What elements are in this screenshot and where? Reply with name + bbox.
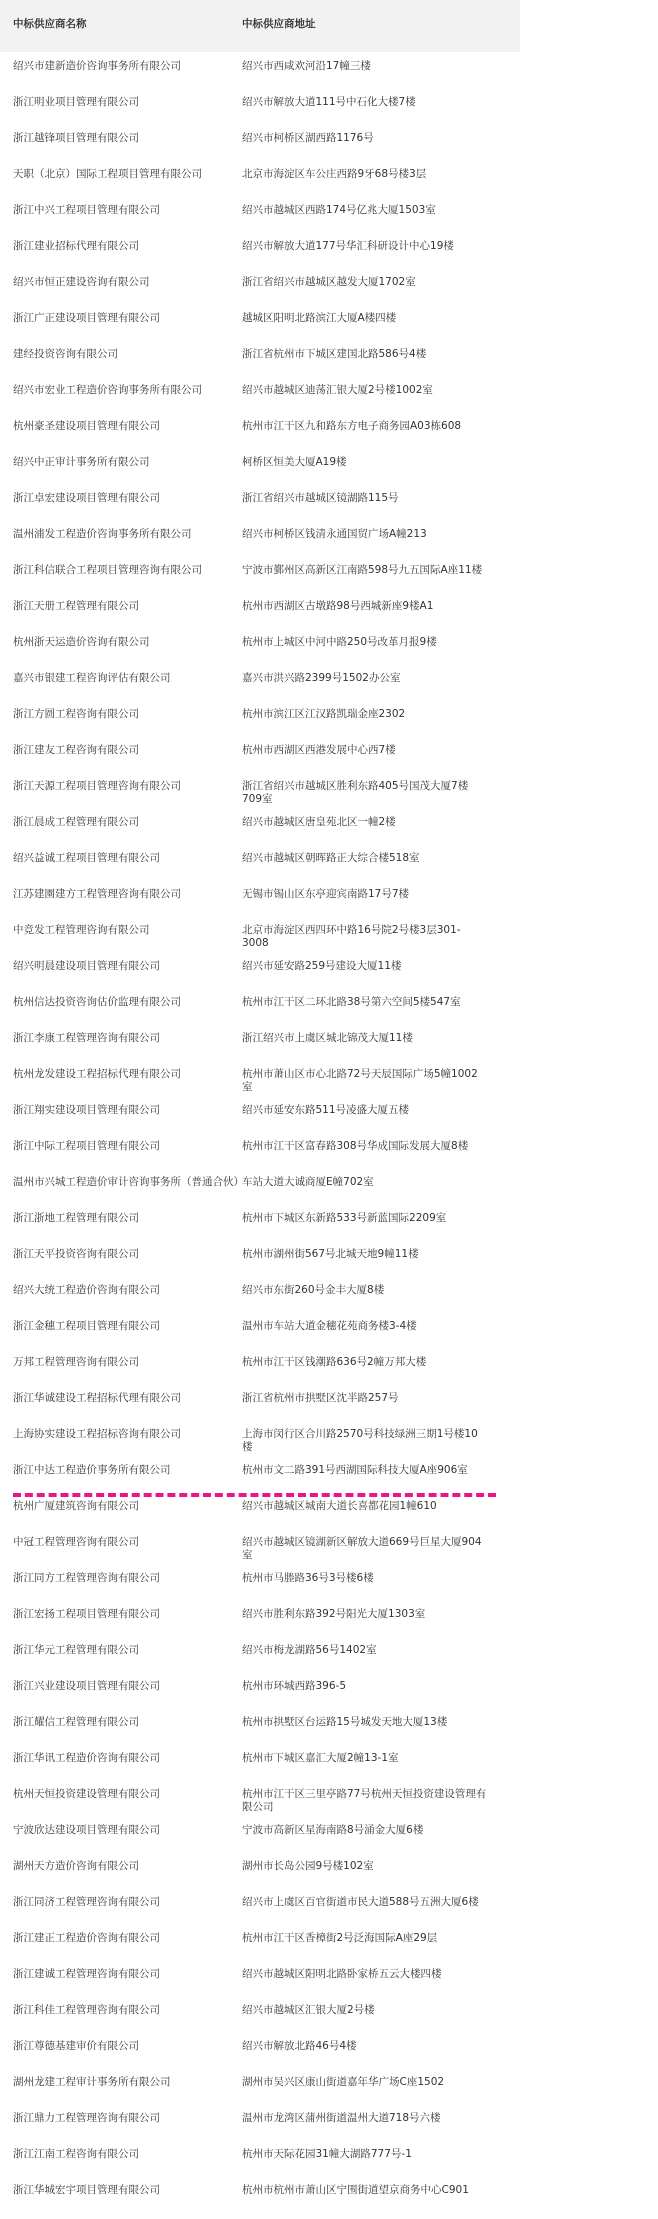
table-row — [0, 1060, 520, 1096]
table-row — [0, 1780, 520, 1816]
supplier-address-cell: 杭州市西湖区西港发展中心西7楼 — [242, 744, 396, 756]
table-row — [0, 664, 520, 700]
supplier-name-cell: 杭州天恒投资建设管理有限公司 — [13, 1788, 160, 1800]
table-row — [0, 844, 520, 880]
table-row — [0, 1492, 520, 1528]
supplier-name-cell: 浙江同济工程管理咨询有限公司 — [13, 1896, 160, 1908]
supplier-name-cell: 中冠工程管理咨询有限公司 — [13, 1536, 139, 1548]
supplier-name-cell: 浙江科信联合工程项目管理咨询有限公司 — [13, 564, 202, 576]
table-row — [0, 2068, 520, 2104]
supplier-name-cell: 温州浦发工程造价咨询事务所有限公司 — [13, 528, 192, 540]
table-row — [0, 1276, 520, 1312]
table-row — [0, 1888, 520, 1924]
table-row — [0, 592, 520, 628]
supplier-name-cell: 浙江天平投资咨询有限公司 — [13, 1248, 139, 1260]
supplier-address-cell: 浙江省杭州市下城区建国北路586号4楼 — [242, 348, 427, 360]
table-row — [0, 1240, 520, 1276]
table-row — [0, 1024, 520, 1060]
table-row — [0, 1816, 520, 1852]
table-row — [0, 1852, 520, 1888]
supplier-address-cell: 绍兴市上虞区百官街道市民大道588号五洲大厦6楼 — [242, 1896, 479, 1908]
table-header — [0, 0, 520, 52]
table-row — [0, 736, 520, 772]
supplier-address-cell: 杭州市西湖区古墩路98号西城新座9楼A1 — [242, 600, 434, 612]
supplier-address-cell: 杭州市下城区嘉汇大厦2幢13-1室 — [242, 1752, 399, 1764]
table-row — [0, 1528, 520, 1564]
supplier-name-cell: 杭州浙天运造价咨询有限公司 — [13, 636, 150, 648]
supplier-address-cell: 杭州市江干区钱潮路636号2幢万邦大楼 — [242, 1356, 427, 1368]
supplier-address-cell: 绍兴市越城区城南大道长喜都花园1幢610 — [242, 1500, 437, 1512]
supplier-address-cell: 浙江省绍兴市越城区胜利东路405号国茂大厦7楼709室 — [242, 780, 469, 805]
supplier-name-cell: 浙江晨成工程管理有限公司 — [13, 816, 139, 828]
supplier-address-cell: 北京市海淀区车公庄西路9牙68号楼3层 — [242, 168, 427, 180]
supplier-name-cell: 杭州豪圣建设项目管理有限公司 — [13, 420, 160, 432]
supplier-address-cell: 浙江省绍兴市越城区镜湖路115号 — [242, 492, 399, 504]
table-row — [0, 1420, 520, 1456]
supplier-name-cell: 杭州信达投资咨询估价监理有限公司 — [13, 996, 181, 1008]
supplier-address-cell: 绍兴市越城区唐皇苑北区一幢2楼 — [242, 816, 396, 828]
table-row — [0, 1312, 520, 1348]
supplier-name-cell: 湖州天方造价咨询有限公司 — [13, 1860, 139, 1872]
supplier-address-cell: 绍兴市柯桥区湖西路1176号 — [242, 132, 374, 144]
supplier-name-cell: 杭州广厦建筑咨询有限公司 — [13, 1500, 139, 1512]
supplier-name-cell: 浙江同方工程管理咨询有限公司 — [13, 1572, 160, 1584]
supplier-name-cell: 浙江卓宏建设项目管理有限公司 — [13, 492, 160, 504]
supplier-name-cell: 浙江中兴工程项目管理有限公司 — [13, 204, 160, 216]
supplier-name-cell: 浙江华元工程管理有限公司 — [13, 1644, 139, 1656]
supplier-name-cell: 浙江金穗工程项目管理有限公司 — [13, 1320, 160, 1332]
supplier-address-cell: 绍兴市越城区迪荡汇银大厦2号楼1002室 — [242, 384, 433, 396]
supplier-address-cell: 越城区阳明北路滨江大厦A楼四楼 — [242, 312, 397, 324]
supplier-address-cell: 绍兴市西咸欢河沿17幢三楼 — [242, 60, 371, 72]
supplier-name-cell: 浙江广正建设项目管理有限公司 — [13, 312, 160, 324]
table-row — [0, 376, 520, 412]
supplier-name-cell: 绍兴益诚工程项目管理有限公司 — [13, 852, 160, 864]
supplier-address-cell: 浙江省绍兴市越城区越发大厦1702室 — [242, 276, 416, 288]
supplier-address-cell: 绍兴市越城区汇银大厦2号楼 — [242, 2004, 375, 2016]
supplier-name-cell: 天职（北京）国际工程项目管理有限公司 — [13, 168, 202, 180]
table-row — [0, 268, 520, 304]
table-row — [0, 988, 520, 1024]
table-row — [0, 1708, 520, 1744]
table-row — [0, 2176, 520, 2212]
table-body — [0, 52, 520, 2212]
supplier-name-cell: 浙江宏扬工程项目管理有限公司 — [13, 1608, 160, 1620]
supplier-address-cell: 杭州市江干区富春路308号华成国际发展大厦8楼 — [242, 1140, 469, 1152]
table-row — [0, 340, 520, 376]
supplier-name-cell: 绍兴市恒正建设咨询有限公司 — [13, 276, 150, 288]
table-row — [0, 88, 520, 124]
supplier-address-cell: 宁波市高新区星海南路8号涌金大厦6楼 — [242, 1824, 424, 1836]
table-row — [0, 1744, 520, 1780]
supplier-address-cell: 嘉兴市洪兴路2399号1502办公室 — [242, 672, 401, 684]
supplier-name-cell: 浙江华城宏宇项目管理有限公司 — [13, 2184, 160, 2196]
supplier-address-cell: 绍兴市解放大道177号华汇科研设计中心19楼 — [242, 240, 454, 252]
supplier-address-cell: 宁波市鄞州区高新区江南路598号九五国际A座11楼 — [242, 564, 483, 576]
supplier-name-cell: 浙江中际工程项目管理有限公司 — [13, 1140, 160, 1152]
supplier-name-cell: 浙江建友工程咨询有限公司 — [13, 744, 139, 756]
supplier-name-cell: 湖州龙建工程审计事务所有限公司 — [13, 2076, 171, 2088]
supplier-address-cell: 绍兴市延安东路511号凌盛大厦五楼 — [242, 1104, 410, 1116]
supplier-name-cell: 浙江耀信工程管理有限公司 — [13, 1716, 139, 1728]
supplier-name-cell: 绍兴大统工程造价咨询有限公司 — [13, 1284, 160, 1296]
table-row — [0, 1600, 520, 1636]
supplier-name-cell: 绍兴市宏业工程造价咨询事务所有限公司 — [13, 384, 202, 396]
supplier-address-cell: 杭州市拱墅区台运路15号城发天地大厦13楼 — [242, 1716, 448, 1728]
table-row — [0, 124, 520, 160]
table-row — [0, 1132, 520, 1168]
table-row — [0, 1348, 520, 1384]
table-row — [0, 1096, 520, 1132]
supplier-name-cell: 绍兴明晨建设项目管理有限公司 — [13, 960, 160, 972]
supplier-address-cell: 绍兴市越城区镜湖新区解放大道669号巨星大厦904室 — [242, 1536, 482, 1561]
table-row — [0, 2032, 520, 2068]
supplier-address-cell: 杭州市萧山区市心北路72号天辰国际广场5幢1002室 — [242, 1068, 478, 1093]
table-row — [0, 160, 520, 196]
supplier-address-cell: 湖州市吴兴区康山街道嘉年华广场C座1502 — [242, 2076, 445, 2088]
supplier-address-cell: 车站大道大诚商厦E幢702室 — [242, 1176, 374, 1188]
table-row — [0, 1636, 520, 1672]
supplier-name-cell: 浙江科佳工程管理咨询有限公司 — [13, 2004, 160, 2016]
supplier-name-cell: 浙江明业项目管理有限公司 — [13, 96, 139, 108]
supplier-name-cell: 浙江尊德基建审价有限公司 — [13, 2040, 139, 2052]
supplier-name-cell: 浙江兴业建设项目管理有限公司 — [13, 1680, 160, 1692]
supplier-address-cell: 杭州市上城区中河中路250号改革月报9楼 — [242, 636, 437, 648]
supplier-name-cell: 浙江建业招标代理有限公司 — [13, 240, 139, 252]
table-row — [0, 916, 520, 952]
supplier-name-cell: 浙江方圆工程咨询有限公司 — [13, 708, 139, 720]
table-row — [0, 448, 520, 484]
table-row — [0, 1960, 520, 1996]
supplier-address-cell: 杭州市文二路391号西湖国际科技大厦A座906室 — [242, 1464, 468, 1476]
supplier-name-cell: 建经投资咨询有限公司 — [13, 348, 118, 360]
table-row — [0, 196, 520, 232]
supplier-address-cell: 绍兴市越城区西路174号亿兆大厦1503室 — [242, 204, 436, 216]
table-row — [0, 1996, 520, 2032]
supplier-name-cell: 浙江华讯工程造价咨询有限公司 — [13, 1752, 160, 1764]
supplier-name-cell: 温州市兴城工程造价审计咨询事务所（普通合伙） — [13, 1176, 244, 1188]
supplier-name-cell: 嘉兴市银建工程咨询评估有限公司 — [13, 672, 171, 684]
supplier-address-cell: 温州市车站大道金穗花苑商务楼3-4楼 — [242, 1320, 417, 1332]
supplier-name-cell: 浙江越锋项目管理有限公司 — [13, 132, 139, 144]
supplier-name-cell: 宁波欣达建设项目管理有限公司 — [13, 1824, 160, 1836]
supplier-name-cell: 中竞发工程管理咨询有限公司 — [13, 924, 150, 936]
supplier-address-cell: 杭州市马塍路36号3号楼6楼 — [242, 1572, 374, 1584]
table-row — [0, 628, 520, 664]
table-row — [0, 1924, 520, 1960]
supplier-address-cell: 绍兴市柯桥区钱清永通国贸广场A幢213 — [242, 528, 427, 540]
supplier-address-cell: 杭州市江干区二环北路38号第六空间5楼547室 — [242, 996, 461, 1008]
supplier-address-cell: 杭州市江干区香樟街2号泛海国际A座29层 — [242, 1932, 438, 1944]
table-row — [0, 2140, 520, 2176]
supplier-address-cell: 杭州市下城区东新路533号新蓝国际2209室 — [242, 1212, 447, 1224]
supplier-name-cell: 浙江建正工程造价咨询有限公司 — [13, 1932, 160, 1944]
table-row — [0, 412, 520, 448]
table-row — [0, 232, 520, 268]
supplier-name-cell: 万邦工程管理咨询有限公司 — [13, 1356, 139, 1368]
table-row — [0, 304, 520, 340]
table-row — [0, 1456, 520, 1492]
supplier-address-cell: 无锡市锡山区东亭迎宾南路17号7楼 — [242, 888, 410, 900]
supplier-address-cell: 杭州市天际花园31幢大湖路777号-1 — [242, 2148, 412, 2160]
supplier-address-cell: 绍兴市延安路259号建设大厦11楼 — [242, 960, 402, 972]
table-row — [0, 1384, 520, 1420]
supplier-address-cell: 绍兴市东街260号金丰大厦8楼 — [242, 1284, 385, 1296]
supplier-address-cell: 杭州市杭州市萧山区宁围街道望京商务中心C901 — [242, 2184, 469, 2196]
table-row — [0, 2104, 520, 2140]
supplier-address-cell: 绍兴市胜利东路392号阳光大厦1303室 — [242, 1608, 426, 1620]
table-row — [0, 484, 520, 520]
supplier-name-cell: 江苏建園建方工程管理咨询有限公司 — [13, 888, 181, 900]
supplier-name-cell: 浙江天源工程项目管理咨询有限公司 — [13, 780, 181, 792]
table-row — [0, 1204, 520, 1240]
supplier-address-cell: 杭州市江干区三里亭路77号杭州天恒投资建设管理有限公司 — [242, 1788, 487, 1813]
supplier-name-cell: 浙江天册工程管理有限公司 — [13, 600, 139, 612]
supplier-address-cell: 浙江绍兴市上虞区城北锦茂大厦11楼 — [242, 1032, 413, 1044]
supplier-name-cell: 浙江鼎力工程管理咨询有限公司 — [13, 2112, 160, 2124]
supplier-name-cell: 浙江江南工程咨询有限公司 — [13, 2148, 139, 2160]
supplier-address-cell: 湖州市长岛公园9号楼102室 — [242, 1860, 374, 1872]
table-row — [0, 1168, 520, 1204]
supplier-address-cell: 杭州市湖州街567号北城天地9幢11楼 — [242, 1248, 419, 1260]
supplier-name-cell: 浙江建诚工程管理咨询有限公司 — [13, 1968, 160, 1980]
header-supplier-address: 中标供应商地址 — [242, 18, 316, 30]
supplier-name-cell: 浙江华诚建设工程招标代理有限公司 — [13, 1392, 181, 1404]
supplier-address-cell: 杭州市环城西路396-5 — [242, 1680, 347, 1692]
highlight-dashed-underline — [13, 1493, 496, 1497]
supplier-address-cell: 绍兴市解放大道111号中石化大楼7楼 — [242, 96, 416, 108]
supplier-name-cell: 绍兴中正审计事务所有限公司 — [13, 456, 150, 468]
supplier-name-cell: 浙江李康工程管理咨询有限公司 — [13, 1032, 160, 1044]
table-row — [0, 808, 520, 844]
supplier-address-cell: 北京市海淀区西四环中路16号院2号楼3层301-3008 — [242, 924, 461, 949]
supplier-address-cell: 上海市闵行区合川路2570号科技绿洲三期1号楼10楼 — [242, 1428, 478, 1453]
table-row — [0, 772, 520, 808]
table-row — [0, 952, 520, 988]
supplier-address-cell: 绍兴市越城区阳明北路卧家桥五云大楼四楼 — [242, 1968, 442, 1980]
table-row — [0, 52, 520, 88]
supplier-name-cell: 杭州龙发建设工程招标代理有限公司 — [13, 1068, 181, 1080]
supplier-name-cell: 上海协实建设工程招标咨询有限公司 — [13, 1428, 181, 1440]
supplier-address-cell: 绍兴市梅龙湖路56号1402室 — [242, 1644, 377, 1656]
table-row — [0, 1564, 520, 1600]
supplier-address-cell: 柯桥区恒美大厦A19楼 — [242, 456, 347, 468]
table-row — [0, 556, 520, 592]
table-row — [0, 520, 520, 556]
supplier-address-cell: 绍兴市解放北路46号4楼 — [242, 2040, 357, 2052]
table-row — [0, 1672, 520, 1708]
supplier-name-cell: 浙江中达工程造价事务所有限公司 — [13, 1464, 171, 1476]
table-row — [0, 880, 520, 916]
table-row — [0, 700, 520, 736]
supplier-address-cell: 温州市龙湾区蒲州街道温州大道718号六楼 — [242, 2112, 441, 2124]
supplier-address-cell: 杭州市滨江区江汉路凯瑞金座2302 — [242, 708, 406, 720]
header-supplier-name: 中标供应商名称 — [13, 18, 87, 30]
supplier-address-cell: 绍兴市越城区朝晖路正大综合楼518室 — [242, 852, 420, 864]
supplier-name-cell: 浙江翔实建设项目管理有限公司 — [13, 1104, 160, 1116]
supplier-name-cell: 浙江浙地工程管理有限公司 — [13, 1212, 139, 1224]
supplier-address-cell: 杭州市江干区九和路东方电子商务园A03栋608 — [242, 420, 462, 432]
supplier-name-cell: 绍兴市建新造价咨询事务所有限公司 — [13, 60, 181, 72]
supplier-address-cell: 浙江省杭州市拱墅区沈半路257号 — [242, 1392, 399, 1404]
